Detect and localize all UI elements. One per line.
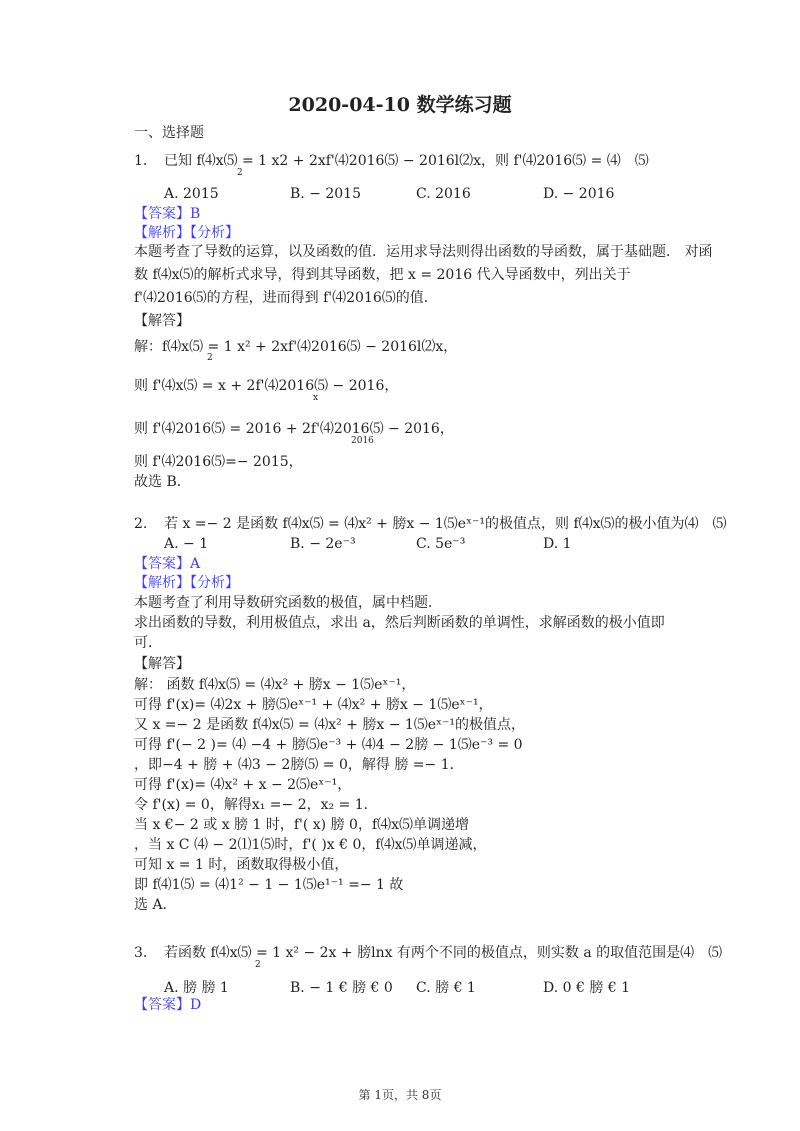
q1-option-c: C. 2016 — [416, 186, 471, 202]
q1-solve-line: 则 f'⑷x⑸ = x + 2f'⑷2016⑸ − 2016， — [134, 378, 399, 394]
q2-solve-line: 可得 f'(− 2 )= ⑷ −4 + 膀⑸e⁻³ + ⑷4 − 2膀 − 1⑸e⁻³ = 0 — [134, 737, 523, 753]
q3-option-c: C. 膀 € 1 — [416, 980, 476, 996]
q2-option-c: C. 5e⁻³ — [416, 536, 466, 552]
q2-solve-line: 可得 f'(x)= ⑷2x + 膀⑸eˣ⁻¹ + ⑷x² + 膀x − 1⑸eˣ⁻¹， — [134, 697, 493, 713]
q1-analysis-line: 本题考查了导数的运算，以及函数的值．运用求导法则得出函数的导函数，属于基础题． 对函 — [134, 244, 713, 260]
q2-solve-line: ，即−4 + 膀 + ⑷3 − 2膀⑸ = 0，解得 膀 =− 1． — [134, 757, 464, 773]
q1-solve-line: 解：f⑷x⑸ = 1 x² + 2xf'⑷2016⑸ − 2016l⑵x， — [134, 339, 458, 355]
q1-analysis-label: 【解析】【分析】 — [134, 225, 239, 241]
q1-option-a: A. 2015 — [164, 186, 219, 202]
q1-stem: 已知 f⑷x⑸ = 1 x2 + 2xf'⑷2016⑸ − 2016l⑵x，则 f'⑷2016⑸ = ⑷ ⑸ — [164, 153, 649, 169]
q2-analysis-label: 【解析】【分析】 — [134, 575, 239, 591]
q2-solve-line: 令 f'(x) = 0，解得x₁ =− 2，x₂ = 1． — [134, 797, 378, 813]
q1-option-d: D. − 2016 — [543, 186, 615, 202]
q3-option-b: B. − 1 € 膀 € 0 — [290, 980, 393, 996]
q3-stem: 若函数 f⑷x⑸ = 1 x² − 2x + 膀lnx 有两个不同的极值点，则实数 a 的取值范围是⑷ ⑸ — [164, 945, 723, 961]
q2-option-d: D. 1 — [543, 536, 572, 552]
q2-solve-line: 选 A． — [134, 897, 177, 913]
q3-option-d: D. 0 € 膀 € 1 — [543, 980, 631, 996]
q2-stem: 若 x =− 2 是函数 f⑷x⑸ = ⑷x² + 膀x − 1⑸eˣ⁻¹的极值点，则 f⑷x⑸的极小值为⑷ ⑸ — [164, 516, 727, 532]
q1-analysis-line: 数 f⑷x⑸的解析式求导，得到其导函数，把 x = 2016 代入导函数中，列出关于 — [134, 267, 631, 283]
section-heading: 一、选择题 — [134, 125, 204, 141]
q2-analysis-line: 可． — [134, 635, 162, 651]
q1-answer: 【答案】B — [134, 206, 201, 222]
q2-solve-line: 当 x €− 2 或 x 膀 1 时，f'( x) 膀 0，f⑷x⑸单调递增 — [134, 817, 470, 833]
q2-solve-line: 可得 f'(x)= ⑷x² + x − 2⑸eˣ⁻¹， — [134, 777, 352, 793]
page-title: 2020-04-10 数学练习题 — [288, 94, 512, 116]
q1-solve-subscript: x — [313, 393, 319, 403]
q1-solve-line: 则 f'⑷2016⑸ = 2016 + 2f'⑷2016⑸ − 2016， — [134, 421, 454, 437]
q2-solve-line: ，当 x C ⑷ − 2⑴1⑸时，f'( )x € 0，f⑷x⑸单调递减， — [134, 837, 487, 853]
q2-solve-line: 又 x =− 2 是函数 f⑷x⑸ = ⑷x² + 膀x − 1⑸eˣ⁻¹的极值点， — [134, 717, 526, 733]
q1-solve-line: 则 f'⑷2016⑸=− 2015， — [134, 454, 303, 470]
q2-solve-line: 可知 x = 1 时，函数取得极小值， — [134, 857, 349, 873]
q1-frac-denominator: 2 — [237, 168, 243, 178]
q2-answer: 【答案】A — [134, 556, 201, 572]
q3-frac-denominator: 2 — [255, 960, 261, 970]
q3-number: 3. — [134, 945, 148, 961]
q1-analysis-line: f'⑷2016⑸的方程，进而得到 f'⑷2016⑸的值． — [134, 290, 438, 306]
q1-solve-label: 【解答】 — [134, 313, 190, 329]
q2-solve-label: 【解答】 — [134, 656, 190, 672]
q1-solve-subscript: 2 — [207, 353, 213, 363]
q1-solve-line: 故选 B． — [134, 474, 191, 490]
q3-option-a: A. 膀 膀 1 — [164, 980, 229, 996]
q1-option-b: B. − 2015 — [290, 186, 361, 202]
q2-number: 2. — [134, 516, 148, 532]
q2-solve-line: 解： 函数 f⑷x⑸ = ⑷x² + 膀x − 1⑸eˣ⁻¹， — [134, 677, 416, 693]
q2-analysis-line: 求出函数的导数，利用极值点，求出 a，然后判断函数的单调性，求解函数的极小值即 — [134, 615, 665, 631]
q2-option-a: A. − 1 — [164, 536, 209, 552]
page-footer: 第 1页，共 8页 — [358, 1088, 442, 1102]
q1-number: 1. — [134, 153, 148, 169]
q3-answer: 【答案】D — [134, 997, 202, 1013]
q2-option-b: B. − 2e⁻³ — [290, 536, 356, 552]
q2-solve-line: 即 f⑷1⑸ = ⑷1² − 1 − 1⑸e¹⁻¹ =− 1 故 — [134, 877, 404, 893]
q2-analysis-line: 本题考查了利用导数研究函数的极值，属中档题． — [134, 595, 442, 611]
q1-solve-subscript: 2016 — [351, 436, 374, 446]
